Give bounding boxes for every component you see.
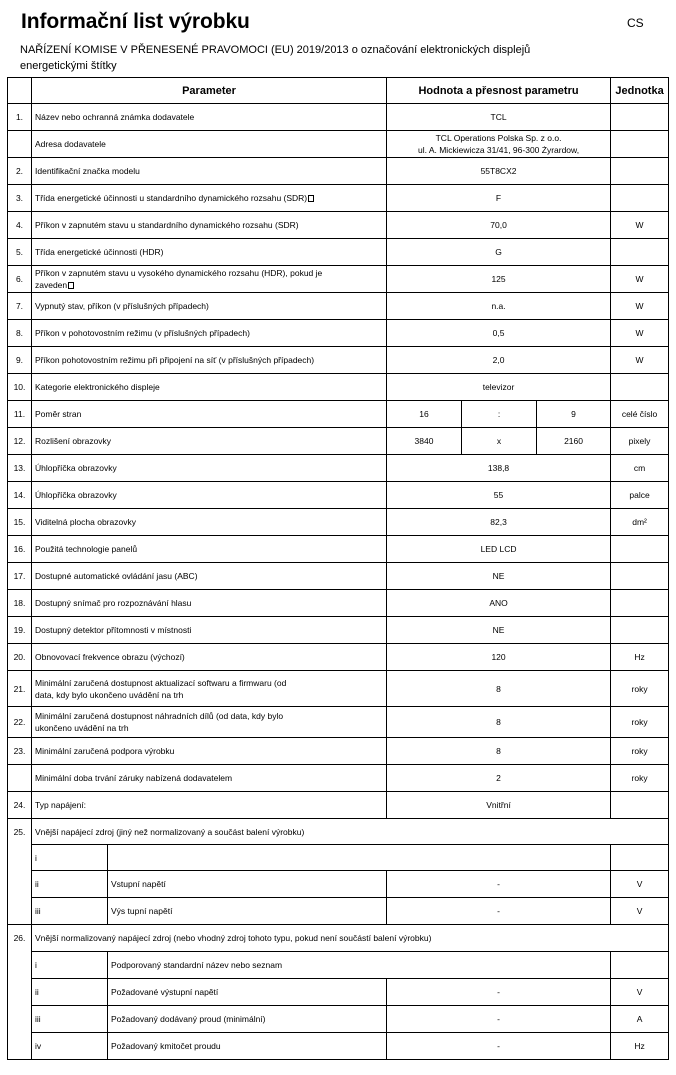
table-row — [8, 617, 669, 644]
row-value: LED LCD — [387, 536, 611, 563]
table-row — [8, 293, 669, 320]
table-row — [8, 482, 669, 509]
row-label: Příkon v zapnutém stavu u standardního dynamického rozsahu (SDR) — [32, 212, 387, 239]
row-label: Použitá technologie panelů — [32, 536, 387, 563]
row-number: 11. — [8, 401, 32, 428]
row-number — [8, 131, 32, 158]
row-number: 22. — [8, 707, 32, 738]
sub-row-value: - — [387, 1033, 611, 1060]
section-spacer — [8, 1006, 32, 1033]
section-row — [8, 925, 669, 952]
row-unit: roky — [611, 738, 669, 765]
row-label-line-1: Příkon v zapnutém stavu u vysokého dynamického rozsahu (HDR), pokud je — [35, 268, 323, 278]
sub-row-unit — [611, 845, 669, 871]
row-value: TCL — [387, 104, 611, 131]
sub-row-value: - — [387, 1006, 611, 1033]
sub-row — [8, 898, 669, 925]
row-label: Minimální doba trvání záruky nabízená dodavatelem — [32, 765, 387, 792]
row-unit: roky — [611, 671, 669, 707]
row-number: 17. — [8, 563, 32, 590]
sub-row-value: - — [387, 871, 611, 898]
table-row — [8, 131, 669, 158]
row-label: Třída energetické účinnosti (HDR) — [32, 239, 387, 266]
table-row — [8, 239, 669, 266]
row-value: 82,3 — [387, 509, 611, 536]
sub-row — [8, 979, 669, 1006]
table-row — [8, 536, 669, 563]
section-number: 26. — [8, 925, 32, 952]
header-value: Hodnota a přesnost parametru — [387, 78, 611, 104]
row-value: NE — [387, 563, 611, 590]
sub-row — [8, 871, 669, 898]
row-number: 5. — [8, 239, 32, 266]
row-value: 70,0 — [387, 212, 611, 239]
table-row — [8, 266, 669, 293]
header-unit: Jednotka — [611, 78, 669, 104]
row-label: Příkon v pohotovostním režimu (v příslušných případech) — [32, 320, 387, 347]
sub-row-unit: Hz — [611, 1033, 669, 1060]
row-value: 55 — [387, 482, 611, 509]
row-value: 138,8 — [387, 455, 611, 482]
row-value-a: 16 — [387, 401, 462, 428]
table-row — [8, 347, 669, 374]
row-value: 8 — [387, 738, 611, 765]
row-value: 2 — [387, 765, 611, 792]
row-unit — [611, 158, 669, 185]
row-unit: W — [611, 347, 669, 374]
row-label — [32, 266, 387, 293]
row-unit: cm — [611, 455, 669, 482]
row-label: Viditelná plocha obrazovky — [32, 509, 387, 536]
row-number: 7. — [8, 293, 32, 320]
row-value: 8 — [387, 671, 611, 707]
row-unit: palce — [611, 482, 669, 509]
sub-row-unit: V — [611, 898, 669, 925]
sub-row-unit: A — [611, 1006, 669, 1033]
row-label: Adresa dodavatele — [32, 131, 387, 158]
row-unit: W — [611, 266, 669, 293]
row-label: Příkon pohotovostním režimu při připojení na síť (v příslušných případech) — [32, 347, 387, 374]
row-unit: Hz — [611, 644, 669, 671]
table-row — [8, 509, 669, 536]
table-row — [8, 707, 669, 738]
row-unit — [611, 131, 669, 158]
row-value: n.a. — [387, 293, 611, 320]
row-value: F — [387, 185, 611, 212]
row-label: Typ napájení: — [32, 792, 387, 819]
row-number: 20. — [8, 644, 32, 671]
row-number: 18. — [8, 590, 32, 617]
row-unit: dm² — [611, 509, 669, 536]
row-number: 19. — [8, 617, 32, 644]
table-row — [8, 428, 669, 455]
section-row — [8, 819, 669, 845]
row-number: 24. — [8, 792, 32, 819]
row-label: Dostupné automatické ovládání jasu (ABC) — [32, 563, 387, 590]
sub-row-label: Podporovaný standardní název nebo seznam — [108, 952, 611, 979]
placeholder-glyph-icon — [68, 282, 74, 289]
row-number: 1. — [8, 104, 32, 131]
row-number: 3. — [8, 185, 32, 212]
table-row — [8, 590, 669, 617]
row-label — [32, 707, 387, 738]
row-label: Dostupný snímač pro rozpoznávání hlasu — [32, 590, 387, 617]
sub-row-label: Výs tupní napětí — [108, 898, 387, 925]
row-value-separator: : — [462, 401, 537, 428]
table-row — [8, 158, 669, 185]
section-spacer — [8, 898, 32, 925]
row-unit — [611, 617, 669, 644]
row-unit — [611, 590, 669, 617]
row-unit: W — [611, 293, 669, 320]
table-row — [8, 563, 669, 590]
row-number: 15. — [8, 509, 32, 536]
table-row — [8, 792, 669, 819]
sub-row — [8, 1006, 669, 1033]
table-row — [8, 455, 669, 482]
row-value: 120 — [387, 644, 611, 671]
table-row — [8, 320, 669, 347]
row-value: 0,5 — [387, 320, 611, 347]
section-spacer — [8, 871, 32, 898]
row-label: Úhlopříčka obrazovky — [32, 482, 387, 509]
row-number: 9. — [8, 347, 32, 374]
sub-row — [8, 952, 669, 979]
row-unit — [611, 536, 669, 563]
row-unit: pixely — [611, 428, 669, 455]
table-row — [8, 374, 669, 401]
row-label-text: Třída energetické účinnosti u standardního dynamického rozsahu (SDR) — [35, 193, 308, 203]
row-label: Obnovovací frekvence obrazu (výchozí) — [32, 644, 387, 671]
sub-row-label — [108, 845, 611, 871]
row-label: Kategorie elektronického displeje — [32, 374, 387, 401]
section-number: 25. — [8, 819, 32, 845]
table-row — [8, 185, 669, 212]
section-spacer — [8, 845, 32, 871]
row-label: Název nebo ochranná známka dodavatele — [32, 104, 387, 131]
sub-row-number: ii — [32, 871, 108, 898]
placeholder-glyph-icon — [308, 195, 314, 202]
sub-row-number: i — [32, 845, 108, 871]
sub-row-number: i — [32, 952, 108, 979]
sub-row-label: Požadovaný kmitočet proudu — [108, 1033, 387, 1060]
row-unit — [611, 104, 669, 131]
row-unit — [611, 792, 669, 819]
table-header-row — [8, 78, 669, 104]
row-unit — [611, 374, 669, 401]
product-info-table — [7, 77, 669, 1060]
table-row — [8, 671, 669, 707]
address-line-1: TCL Operations Polska Sp. z o.o. — [435, 133, 562, 143]
sub-row-unit — [611, 952, 669, 979]
row-label-line-1: Minimální zaručená dostupnost aktualizací softwaru a firmwaru (od — [35, 677, 287, 688]
sub-row-value: - — [387, 979, 611, 1006]
row-value: 8 — [387, 707, 611, 738]
row-label: Rozlišení obrazovky — [32, 428, 387, 455]
language-code: CS — [627, 16, 644, 30]
document-title: Informační list výrobku — [21, 10, 250, 33]
row-label — [32, 185, 387, 212]
row-number: 4. — [8, 212, 32, 239]
row-value: Vnitřní — [387, 792, 611, 819]
row-number: 13. — [8, 455, 32, 482]
sub-row-unit: V — [611, 871, 669, 898]
row-label-line-2 — [35, 279, 383, 291]
sub-row-number: iii — [32, 898, 108, 925]
table-row — [8, 212, 669, 239]
row-value: 125 — [387, 266, 611, 293]
row-unit: roky — [611, 707, 669, 738]
row-label: Poměr stran — [32, 401, 387, 428]
row-label-text: zaveden — [35, 280, 68, 290]
sub-row-unit: V — [611, 979, 669, 1006]
row-number: 14. — [8, 482, 32, 509]
row-number: 10. — [8, 374, 32, 401]
row-value-b: 9 — [537, 401, 611, 428]
table-row — [8, 401, 669, 428]
row-unit: celé číslo — [611, 401, 669, 428]
row-number: 8. — [8, 320, 32, 347]
sub-row-label: Požadovaný dodávaný proud (minimální) — [108, 1006, 387, 1033]
row-unit: roky — [611, 765, 669, 792]
row-unit: W — [611, 320, 669, 347]
row-number: 6. — [8, 266, 32, 293]
table-row — [8, 104, 669, 131]
table-row — [8, 765, 669, 792]
sub-row-label: Vstupní napětí — [108, 871, 387, 898]
sub-row-number: ii — [32, 979, 108, 1006]
header-parameter: Parameter — [32, 78, 387, 104]
row-unit — [611, 185, 669, 212]
row-value: 55T8CX2 — [387, 158, 611, 185]
section-spacer — [8, 979, 32, 1006]
sub-row-label: Požadované výstupní napětí — [108, 979, 387, 1006]
address-line-2: ul. A. Mickiewicza 31/41, 96-300 Żyrardow, — [417, 145, 580, 155]
row-value-separator: x — [462, 428, 537, 455]
row-number: 16. — [8, 536, 32, 563]
row-label: Minimální zaručená podpora výrobku — [32, 738, 387, 765]
row-value: televizor — [387, 374, 611, 401]
sub-row-value: - — [387, 898, 611, 925]
row-label — [32, 671, 387, 707]
sub-row-number: iv — [32, 1033, 108, 1060]
document-header — [0, 0, 676, 77]
row-unit: W — [611, 212, 669, 239]
row-value: 2,0 — [387, 347, 611, 374]
row-value: ANO — [387, 590, 611, 617]
table-row — [8, 644, 669, 671]
row-number: 12. — [8, 428, 32, 455]
row-value-b: 2160 — [537, 428, 611, 455]
section-spacer — [8, 952, 32, 979]
section-label: Vnější napájecí zdroj (jiný než normalizovaný a součást balení výrobku) — [32, 819, 669, 845]
row-number: 23. — [8, 738, 32, 765]
row-value-a: 3840 — [387, 428, 462, 455]
section-label: Vnější normalizovaný napájecí zdroj (nebo vhodný zdroj tohoto typu, pokud není součástí balení výrobku) — [32, 925, 669, 952]
row-label: Úhlopříčka obrazovky — [32, 455, 387, 482]
row-label: Identifikační značka modelu — [32, 158, 387, 185]
table-row — [8, 738, 669, 765]
row-value: G — [387, 239, 611, 266]
row-label-line-1: Minimální zaručená dostupnost náhradních dílů (od data, kdy bylo — [35, 711, 284, 721]
row-number — [8, 765, 32, 792]
row-value — [387, 131, 611, 158]
section-spacer — [8, 1033, 32, 1060]
sub-row — [8, 1033, 669, 1060]
row-value: NE — [387, 617, 611, 644]
row-unit — [611, 239, 669, 266]
header-num-cell — [8, 78, 32, 104]
row-number: 2. — [8, 158, 32, 185]
regulation-reference: NAŘÍZENÍ KOMISE V PŘENESENÉ PRAVOMOCI (EU) 2019/2013 o označování elektronických displejů energetickými štítky — [20, 44, 531, 72]
row-label: Vypnutý stav, příkon (v příslušných případech) — [32, 293, 387, 320]
sub-row — [8, 845, 669, 871]
row-unit — [611, 563, 669, 590]
row-label: Dostupný detektor přítomnosti v místnosti — [32, 617, 387, 644]
row-number: 21. — [8, 671, 32, 707]
row-label-line-2: data, kdy bylo ukončeno uvádění na trh — [35, 689, 184, 700]
row-label-line-2: ukončeno uvádění na trh — [35, 723, 129, 733]
sub-row-number: iii — [32, 1006, 108, 1033]
